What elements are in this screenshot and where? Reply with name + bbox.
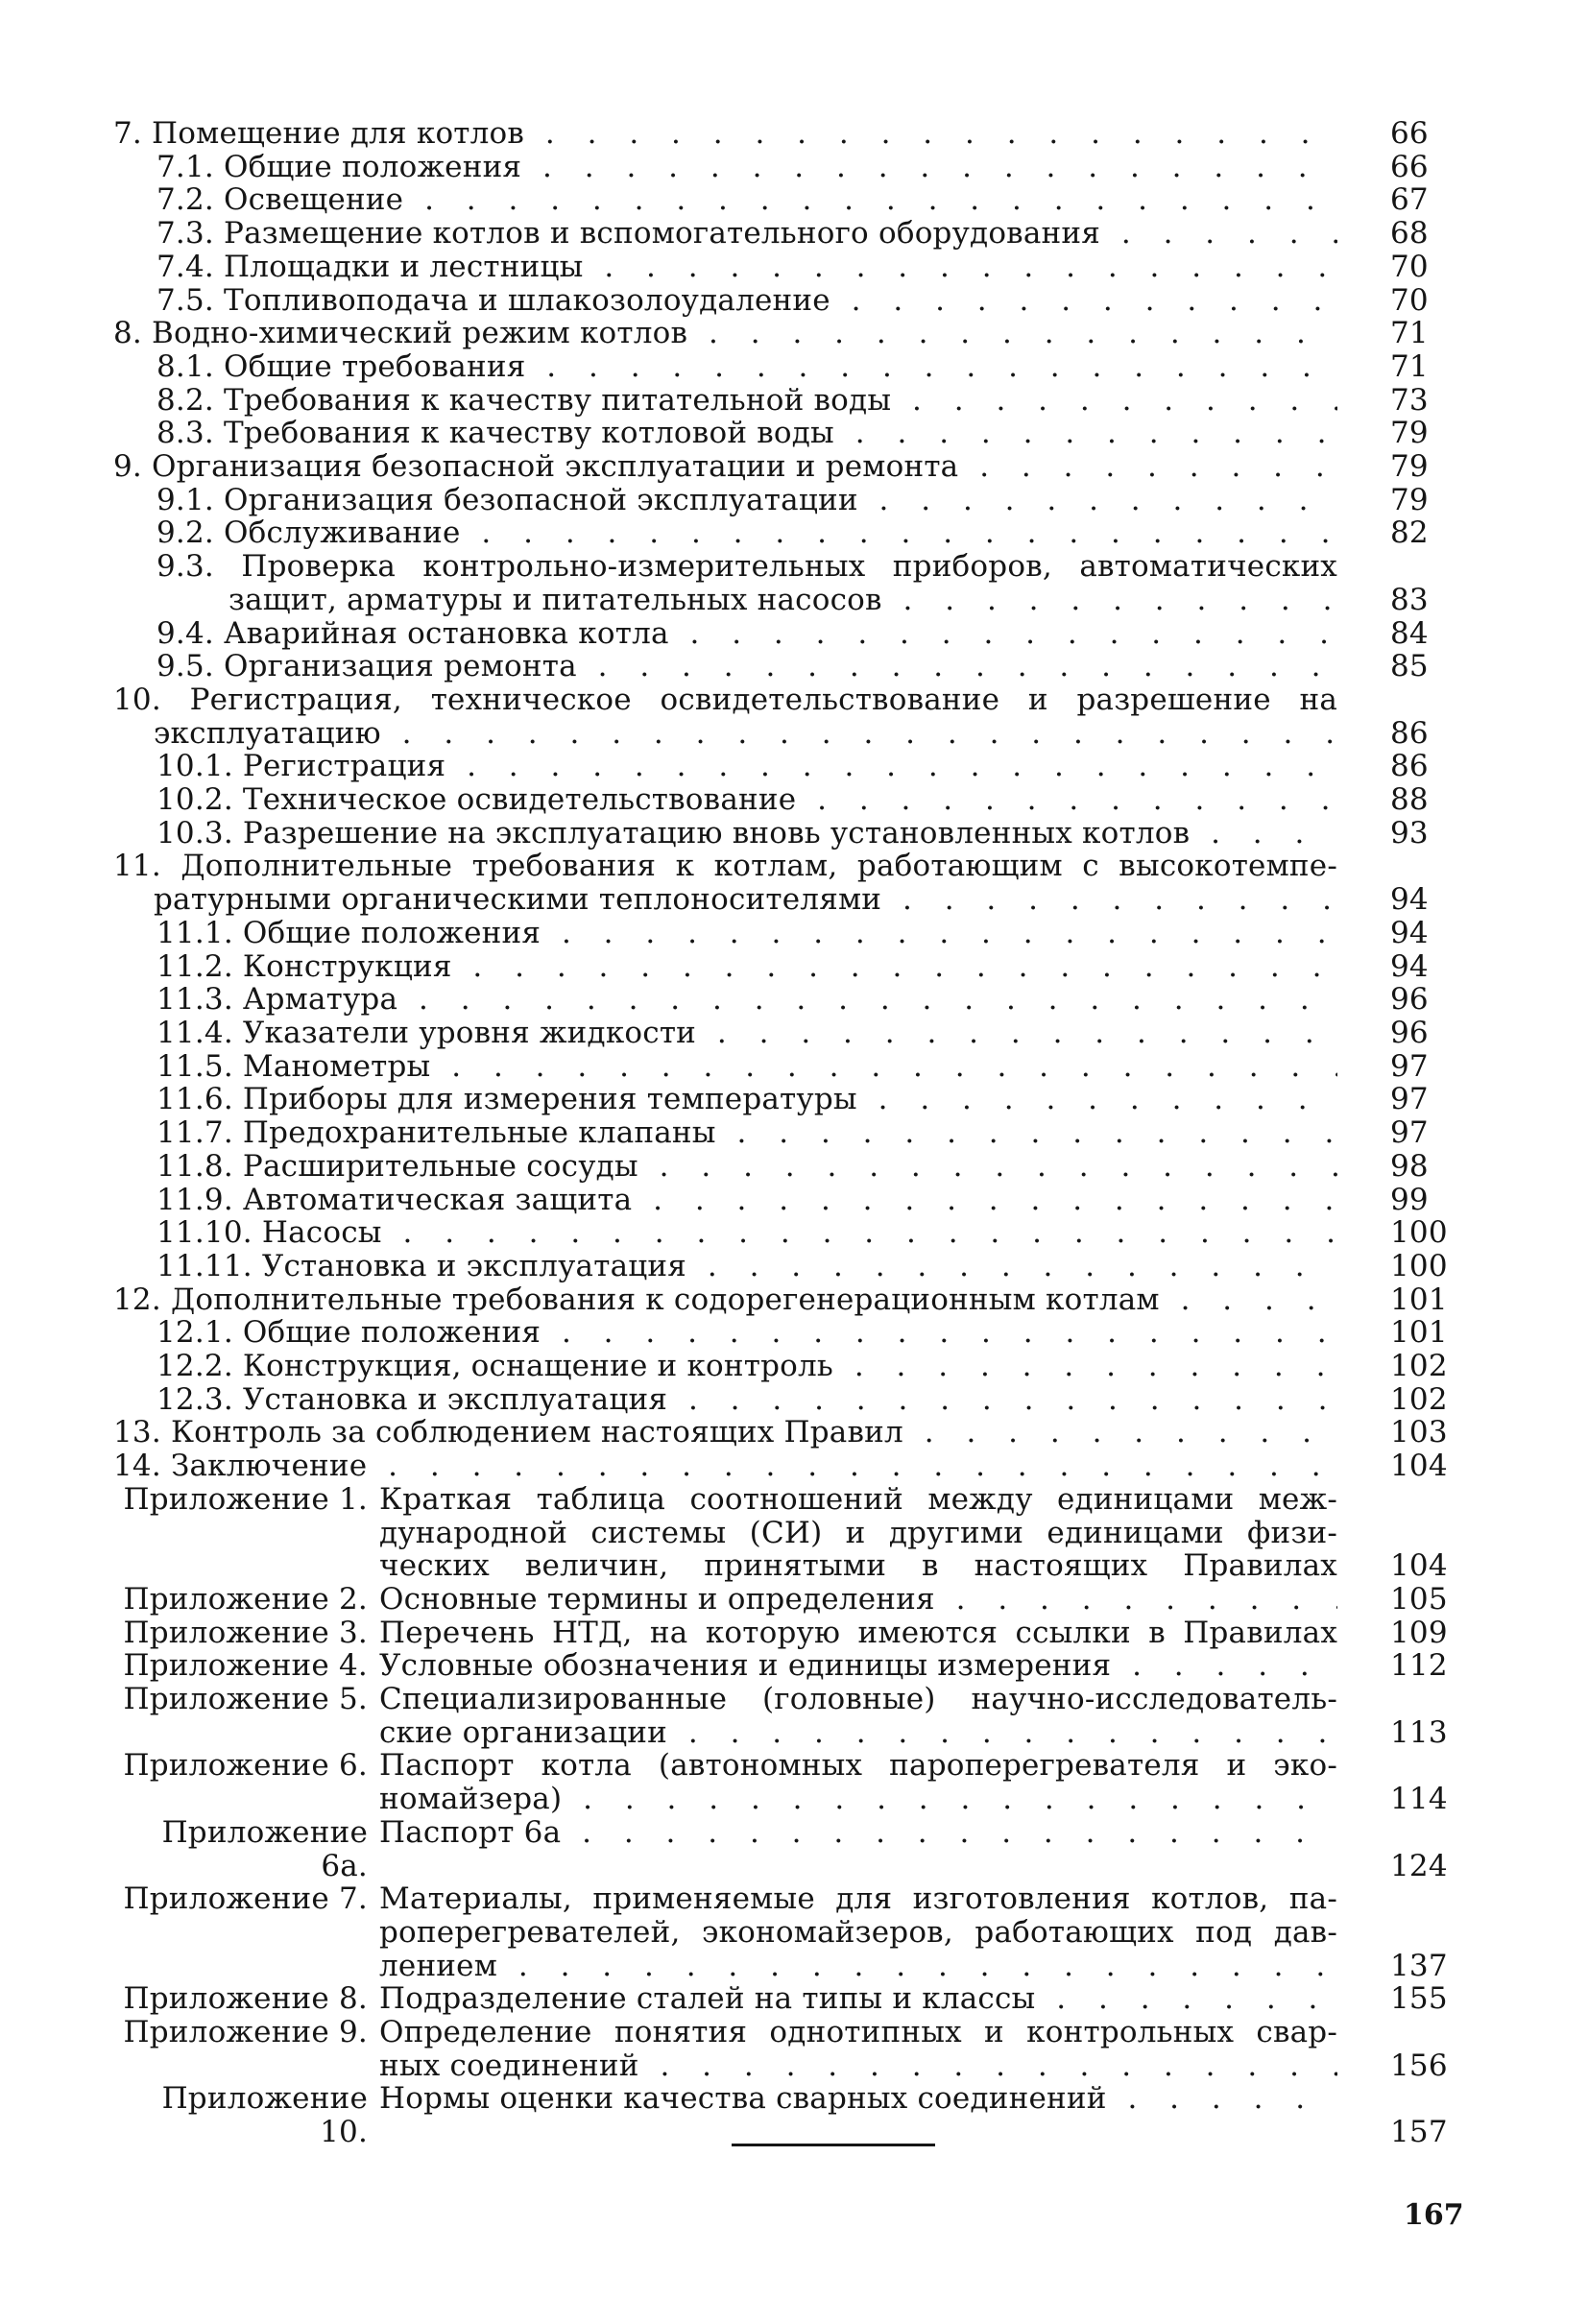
appendix-title-line: Условные обозначения и единицы измерения . . .	[379, 1649, 1337, 1683]
toc-entry-page: 102	[1390, 1381, 1448, 1417]
toc-entry-title: 7.2. Освещение . . .	[156, 183, 1337, 217]
toc-entry-title: 11.4. Указатели уровня жидкости . . .	[156, 1017, 1337, 1050]
toc-entry-title: 7.3. Размещение котлов и вспомогательного оборудования . . .	[156, 217, 1337, 251]
toc-entry-title: 12.3. Установка и эксплуатация . . .	[156, 1383, 1337, 1417]
toc-entry	[113, 384, 1457, 418]
toc-entry	[113, 417, 1457, 450]
toc-entry	[113, 484, 1457, 517]
toc-entry-title: 11.9. Автоматическая защита . . .	[156, 1184, 1337, 1217]
toc-entry	[113, 450, 1457, 484]
toc-entry-page: 85	[1390, 649, 1429, 684]
appendix-page: 156	[1390, 2048, 1448, 2083]
appendix-title-line: Паспорт котла (автономных пароперегревателя и эко-	[379, 1748, 1337, 1784]
appendix-page: 124	[1390, 1848, 1448, 1883]
appendix-entry	[113, 1649, 1457, 1683]
appendix-entry	[113, 1749, 1457, 1815]
appendix-label: Приложение 7.	[123, 1881, 368, 1917]
toc-entry-title: 14. Заключение . . .	[113, 1450, 1337, 1483]
toc-entry	[113, 783, 1457, 817]
toc-entry-title: 11.3. Арматура . . .	[156, 983, 1337, 1017]
toc-entry	[113, 1216, 1457, 1250]
appendix-title-line: ческих величин, принятыми в настоящих Правилах	[379, 1548, 1337, 1584]
toc-entry	[113, 1350, 1457, 1383]
toc-entry	[113, 1450, 1457, 1483]
toc-entry-title: 11.5. Манометры . . .	[156, 1050, 1337, 1084]
appendix-entry	[113, 1483, 1457, 1583]
appendix-label: Приложение 1.	[123, 1481, 368, 1517]
appendix-title-line: ские организации . . .	[379, 1716, 1337, 1750]
toc-entry-title: 11.11. Установка и эксплуатация . . .	[156, 1250, 1337, 1283]
toc-entry-page: 94	[1390, 882, 1429, 918]
toc-entry-page: 102	[1390, 1349, 1448, 1384]
appendix-page: 105	[1390, 1581, 1448, 1617]
toc-entry-page: 96	[1390, 1015, 1429, 1050]
toc-entry-page: 97	[1390, 1082, 1429, 1117]
toc-entry-title: 8.1. Общие требования . . .	[156, 350, 1337, 384]
toc-entry-page: 100	[1390, 1248, 1448, 1283]
toc-entry-title: 8.3. Требования к качеству котловой воды . . .	[156, 417, 1337, 450]
appendix-page: 157	[1390, 2115, 1448, 2150]
divider-rule	[732, 2144, 935, 2146]
toc-entry	[113, 183, 1457, 217]
toc-entry-page: 70	[1390, 249, 1429, 284]
toc-entry	[113, 950, 1457, 984]
toc-entry-title: 11. Дополнительные требования к котлам, работающим с высокотемпе-	[113, 849, 1337, 884]
appendix-entry	[113, 2016, 1457, 2082]
toc-entry-page: 103	[1390, 1415, 1448, 1450]
appendix-entry	[113, 1882, 1457, 1982]
toc-entry-page: 101	[1390, 1315, 1448, 1351]
toc-entry-page: 68	[1390, 216, 1429, 252]
toc-entry-page: 99	[1390, 1182, 1429, 1217]
toc-entry-page: 66	[1390, 116, 1429, 151]
toc-entry-title: 9.3. Проверка контрольно-измерительных приборов, автоматических	[156, 549, 1337, 585]
toc-entry-title-cont: защит, арматуры и питательных насосов . . .	[229, 584, 1337, 617]
toc-entry-page: 98	[1390, 1148, 1429, 1184]
toc-entry-title: 10.2. Техническое освидетельствование . . .	[156, 783, 1337, 817]
toc-entry	[113, 1150, 1457, 1184]
toc-entry	[113, 1250, 1457, 1283]
toc-entry-title: 11.2. Конструкция . . .	[156, 950, 1337, 984]
toc-entry-page: 94	[1390, 915, 1429, 950]
toc-entry-page: 86	[1390, 715, 1429, 751]
toc-entry-page: 88	[1390, 782, 1429, 818]
toc-entry	[113, 750, 1457, 783]
toc-entry-page: 86	[1390, 749, 1429, 784]
toc-entry	[113, 1017, 1457, 1050]
toc-entry-page: 83	[1390, 582, 1429, 617]
toc-entry-title: 7.4. Площадки и лестницы . . .	[156, 251, 1337, 284]
toc-entry-title: 11.10. Насосы . . .	[156, 1216, 1337, 1250]
toc-entry	[113, 1083, 1457, 1116]
toc-entry-title: 12. Дополнительные требования к содорегенерационным котлам . . .	[113, 1283, 1337, 1317]
toc-entry-title: 12.1. Общие положения . . .	[156, 1316, 1337, 1350]
toc-entry-page: 71	[1390, 348, 1429, 384]
toc-entry-page: 94	[1390, 948, 1429, 984]
toc-entry-page: 71	[1390, 316, 1429, 351]
appendix-title-line: Материалы, применяемые для изготовления котлов, па-	[379, 1881, 1337, 1917]
toc-entry-title: 8.2. Требования к качеству питательной воды . . .	[156, 384, 1337, 418]
appendix-label: Приложение 6.	[123, 1748, 368, 1784]
appendix-title-line: Основные термины и определения . . .	[379, 1583, 1337, 1617]
toc-entry-title: 10.1. Регистрация . . .	[156, 750, 1337, 783]
toc-entry-title: 11.1. Общие положения . . .	[156, 917, 1337, 950]
appendix-label: Приложение 2.	[123, 1581, 368, 1617]
toc-entry-page: 97	[1390, 1115, 1429, 1151]
appendix-title-line: дународной системы (СИ) и другими единицами физи-	[379, 1515, 1337, 1550]
appendix-title-line: Нормы оценки качества сварных соединений . . .	[379, 2082, 1337, 2116]
appendix-label: Приложение 10.	[161, 2081, 368, 2150]
toc-entry-title: 11.6. Приборы для измерения температуры . . .	[156, 1083, 1337, 1116]
appendix-title-line: Определение понятия однотипных и контрольных свар-	[379, 2015, 1337, 2050]
appendix-entry	[113, 1617, 1457, 1650]
toc-entry-page: 79	[1390, 482, 1429, 517]
toc-entry	[113, 817, 1457, 851]
toc-entry-title: 9. Организация безопасной эксплуатации и ремонта . . .	[113, 450, 1337, 484]
toc-entry	[113, 1184, 1457, 1217]
appendix-title-line: ных соединений . . .	[379, 2049, 1337, 2083]
toc-entry	[113, 1116, 1457, 1150]
toc-entry-title-cont: эксплуатацию . . .	[154, 717, 1337, 751]
toc-entry-page: 101	[1390, 1282, 1448, 1317]
appendix-label: Приложение 4.	[123, 1648, 368, 1684]
toc-entry	[113, 1050, 1457, 1084]
appendix-entry	[113, 1683, 1457, 1749]
toc-entry-page: 100	[1390, 1215, 1448, 1251]
toc-entry-page: 70	[1390, 282, 1429, 318]
appendix-entry	[113, 1982, 1457, 2016]
appendix-page: 137	[1390, 1948, 1448, 1983]
appendix-page: 104	[1390, 1548, 1448, 1584]
table-of-contents	[113, 117, 1457, 2149]
toc-entry-title: 11.8. Расширительные сосуды . . .	[156, 1150, 1337, 1184]
toc-entry	[113, 251, 1457, 284]
appendix-entry	[113, 1583, 1457, 1617]
appendix-label: Приложение 8.	[123, 1981, 368, 2017]
appendix-label: Приложение 9.	[123, 2015, 368, 2050]
appendix-entry	[113, 2082, 1457, 2148]
appendix-title-line: Специализированные (головные) научно-исследователь-	[379, 1682, 1337, 1717]
toc-entry	[113, 516, 1457, 550]
toc-entry	[113, 617, 1457, 651]
appendix-page: 155	[1390, 1981, 1448, 2017]
toc-entry	[113, 284, 1457, 318]
appendix-title-line: лением . . .	[379, 1950, 1337, 1983]
appendix-entry	[113, 1816, 1457, 1882]
toc-entry-page: 73	[1390, 382, 1429, 418]
toc-entry-page: 96	[1390, 982, 1429, 1018]
toc-entry	[113, 850, 1457, 916]
appendix-title-line: Перечень НТД, на которую имеются ссылки в Правилах	[379, 1615, 1337, 1650]
toc-entry	[113, 550, 1457, 616]
toc-entry-title: 7.5. Топливоподача и шлакозолоудаление . . .	[156, 284, 1337, 318]
toc-entry-page: 93	[1390, 815, 1429, 851]
appendix-page: 109	[1390, 1615, 1448, 1650]
toc-entry-page: 84	[1390, 615, 1429, 651]
toc-entry	[113, 350, 1457, 384]
toc-entry-title: 10. Регистрация, техническое освидетельствование и разрешение на	[113, 682, 1337, 717]
toc-entry	[113, 217, 1457, 251]
toc-entry	[113, 1383, 1457, 1417]
appendix-page: 113	[1390, 1714, 1448, 1750]
toc-entry-page: 82	[1390, 515, 1429, 551]
toc-entry-page: 79	[1390, 416, 1429, 451]
appendix-label: Приложение 5.	[123, 1682, 368, 1717]
toc-entry-page: 67	[1390, 182, 1429, 218]
toc-entry-title: 9.1. Организация безопасной эксплуатации . . .	[156, 484, 1337, 517]
toc-entry-page: 97	[1390, 1048, 1429, 1084]
toc-entry-title: 12.2. Конструкция, оснащение и контроль . . .	[156, 1350, 1337, 1383]
toc-entry	[113, 1316, 1457, 1350]
toc-entry-title: 7.1. Общие положения . . .	[156, 151, 1337, 184]
toc-entry-page: 66	[1390, 149, 1429, 184]
appendix-title-line: номайзера) . . .	[379, 1783, 1337, 1816]
appendix-page: 114	[1390, 1782, 1448, 1817]
toc-entry	[113, 917, 1457, 950]
toc-entry	[113, 1283, 1457, 1317]
appendix-title-line: Подразделение сталей на типы и классы . . .	[379, 1982, 1337, 2016]
page-number: 167	[1404, 2198, 1464, 2232]
toc-entry	[113, 151, 1457, 184]
appendix-label: Приложение 3.	[123, 1615, 368, 1650]
toc-entry	[113, 117, 1457, 151]
toc-entry-title: 9.5. Организация ремонта . . .	[156, 650, 1337, 683]
toc-entry	[113, 1416, 1457, 1450]
toc-entry-title: 11.7. Предохранительные клапаны . . .	[156, 1116, 1337, 1150]
toc-entry-page: 79	[1390, 449, 1429, 485]
toc-entry-title: 13. Контроль за соблюдением настоящих Правил . . .	[113, 1416, 1337, 1450]
toc-entry-title: 8. Водно-химический режим котлов . . .	[113, 317, 1337, 350]
toc-entry	[113, 650, 1457, 683]
appendix-label: Приложение 6а.	[161, 1814, 368, 1883]
appendix-page: 112	[1390, 1648, 1448, 1684]
toc-entry-page: 104	[1390, 1449, 1448, 1484]
toc-entry	[113, 983, 1457, 1017]
toc-entry-title: 7. Помещение для котлов . . .	[113, 117, 1337, 151]
toc-entry-title: 10.3. Разрешение на эксплуатацию вновь установленных котлов . . .	[156, 817, 1337, 851]
toc-entry	[113, 317, 1457, 350]
toc-entry-title: 9.4. Аварийная остановка котла . . .	[156, 617, 1337, 651]
appendix-title-line: Краткая таблица соотношений между единицами меж-	[379, 1481, 1337, 1517]
appendix-title-line: Паспорт 6а . . .	[379, 1816, 1337, 1850]
toc-entry-title-cont: ратурными органическими теплоносителями . . .	[154, 883, 1337, 917]
toc-entry	[113, 683, 1457, 750]
toc-entry-title: 9.2. Обслуживание . . .	[156, 516, 1337, 550]
appendix-title-line: роперегревателей, экономайзеров, работающих под дав-	[379, 1914, 1337, 1950]
